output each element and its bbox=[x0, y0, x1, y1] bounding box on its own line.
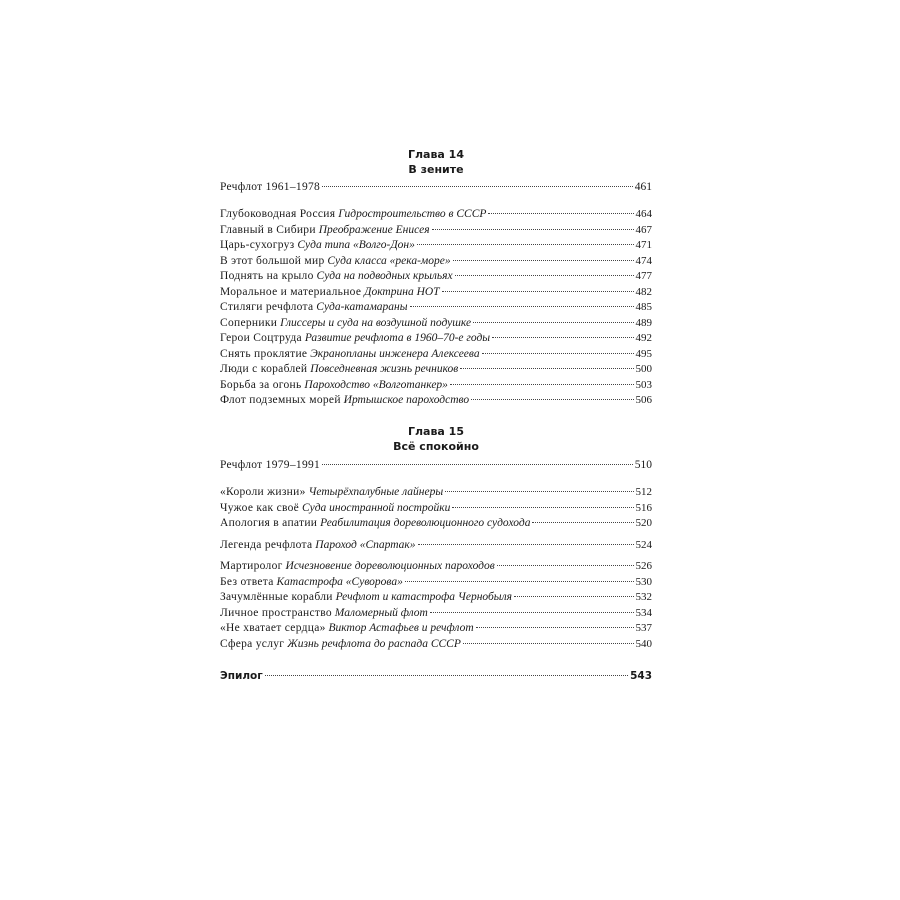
entry-subtitle: Экранопланы инженера Алексеева bbox=[310, 347, 480, 360]
page-number: 485 bbox=[635, 301, 652, 313]
page-number: 524 bbox=[635, 539, 652, 551]
entry-heading: Стиляги речфлота bbox=[220, 301, 314, 313]
toc-entry[interactable] bbox=[220, 575, 652, 590]
entry-title bbox=[220, 590, 512, 605]
dot-leader bbox=[492, 336, 633, 338]
entry-subtitle: Развитие речфлота в 1960–70-е годы bbox=[304, 332, 491, 344]
entry-subtitle: Суда класса «река-море» bbox=[327, 254, 451, 267]
page-number: 530 bbox=[635, 575, 652, 588]
entry-heading: Чужое как своё bbox=[220, 501, 300, 514]
entry-heading: Герои Соцтруда bbox=[220, 332, 302, 344]
entry-heading: Флот подземных морей bbox=[220, 394, 341, 406]
toc-entry[interactable] bbox=[220, 590, 652, 605]
dot-leader bbox=[463, 642, 634, 644]
page-number: 537 bbox=[635, 622, 652, 634]
toc-entry[interactable] bbox=[220, 538, 652, 553]
entry-heading: Зачумлённые корабли bbox=[220, 591, 333, 603]
entry-title bbox=[220, 637, 461, 652]
chapter-heading bbox=[220, 147, 652, 177]
page-number: 506 bbox=[635, 394, 652, 406]
entry-subtitle: Повседневная жизнь речников bbox=[310, 363, 459, 375]
dot-leader bbox=[430, 611, 634, 613]
toc-entry[interactable] bbox=[220, 393, 652, 408]
part-title: Речфлот 1961–1978 bbox=[220, 181, 321, 193]
entry-heading: Соперники bbox=[220, 316, 278, 329]
entry-subtitle: Жизнь речфлота до распада СССР bbox=[287, 637, 461, 650]
toc-entry[interactable] bbox=[220, 207, 652, 222]
entry-subtitle: Исчезновение дореволюционных пароходов bbox=[285, 560, 495, 572]
toc-entry[interactable] bbox=[220, 269, 652, 284]
toc-entry[interactable] bbox=[220, 378, 652, 393]
page-number: 516 bbox=[635, 501, 652, 514]
toc-entry[interactable] bbox=[220, 223, 652, 238]
dot-leader bbox=[445, 490, 633, 492]
entry-title bbox=[220, 362, 458, 377]
dot-leader bbox=[410, 305, 634, 307]
dot-leader bbox=[514, 595, 634, 597]
entry-heading: Легенда речфлота bbox=[220, 539, 313, 551]
dot-leader bbox=[322, 463, 633, 465]
dot-leader bbox=[497, 564, 634, 566]
toc-entry[interactable] bbox=[220, 316, 652, 331]
page-number: 474 bbox=[635, 254, 652, 267]
page-number: 532 bbox=[635, 591, 652, 603]
entry-title bbox=[220, 331, 490, 346]
entry-heading: Личное пространство bbox=[220, 606, 332, 619]
toc-entry[interactable] bbox=[220, 621, 652, 636]
entry-subtitle: Речфлот и катастрофа Чернобыля bbox=[335, 591, 512, 603]
entry-heading: В этот большой мир bbox=[220, 254, 325, 267]
entry-subtitle: Суда типа «Волго-Дон» bbox=[297, 239, 415, 251]
toc-entry[interactable] bbox=[220, 285, 652, 300]
toc-entry[interactable] bbox=[220, 331, 652, 346]
toc-entry[interactable] bbox=[220, 501, 652, 516]
toc-entry[interactable] bbox=[220, 606, 652, 621]
chapter-title: В зените bbox=[408, 163, 464, 176]
page-number: 526 bbox=[635, 560, 652, 572]
entry-subtitle: Реабилитация дореволюционного судохода bbox=[320, 517, 531, 529]
dot-leader bbox=[442, 290, 634, 292]
part-title: Речфлот 1979–1991 bbox=[220, 459, 321, 471]
toc-part-entry[interactable] bbox=[220, 180, 652, 195]
toc-entry[interactable] bbox=[220, 516, 652, 531]
toc-entry[interactable] bbox=[220, 238, 652, 253]
entry-subtitle: Маломерный флот bbox=[334, 606, 428, 619]
chapter-heading bbox=[220, 424, 652, 454]
page-number: 482 bbox=[635, 285, 652, 298]
entry-heading: Борьба за огонь bbox=[220, 378, 302, 391]
entry-title bbox=[220, 223, 430, 238]
dot-leader bbox=[417, 243, 634, 245]
page-number: 464 bbox=[635, 208, 652, 220]
entry-title bbox=[220, 347, 480, 362]
dot-leader bbox=[460, 367, 633, 369]
entry-subtitle: Пароходство «Волготанкер» bbox=[304, 378, 448, 391]
entry-heading: «Не хватает сердца» bbox=[220, 622, 326, 634]
entry-subtitle: Суда на подводных крыльях bbox=[316, 270, 453, 282]
toc-entry[interactable] bbox=[220, 254, 652, 269]
entry-subtitle: Виктор Астафьев и речфлот bbox=[328, 622, 474, 634]
entry-heading: Моральное и материальное bbox=[220, 285, 362, 298]
entry-subtitle: Преображение Енисея bbox=[318, 223, 430, 236]
dot-leader bbox=[473, 321, 633, 323]
entry-title bbox=[220, 559, 495, 574]
entry-title bbox=[220, 378, 448, 393]
entry-heading: Поднять на крыло bbox=[220, 270, 314, 282]
entry-title bbox=[220, 207, 486, 222]
entry-title bbox=[220, 254, 451, 269]
entry-title bbox=[220, 393, 469, 408]
page-number: 495 bbox=[635, 347, 652, 360]
entry-title bbox=[220, 621, 474, 636]
entry-title bbox=[220, 485, 443, 500]
entry-subtitle: Глиссеры и суда на воздушной подушке bbox=[280, 316, 472, 329]
dot-leader bbox=[532, 521, 633, 523]
entry-title bbox=[220, 575, 403, 590]
page-number: 489 bbox=[635, 316, 652, 329]
toc-part-entry[interactable] bbox=[220, 458, 652, 473]
toc-entry[interactable] bbox=[220, 485, 652, 500]
page-number: 512 bbox=[635, 486, 652, 498]
entry-heading: Без ответа bbox=[220, 575, 274, 588]
entry-title bbox=[220, 516, 530, 531]
page-number: 520 bbox=[635, 517, 652, 529]
entry-title bbox=[220, 606, 428, 621]
entry-title bbox=[220, 316, 471, 331]
entry-subtitle: Гидростроительство в СССР bbox=[338, 208, 487, 220]
dot-leader bbox=[265, 674, 628, 676]
page-number: 461 bbox=[634, 181, 652, 193]
dot-leader bbox=[418, 543, 634, 545]
entry-title bbox=[220, 300, 408, 315]
dot-leader bbox=[453, 259, 634, 261]
toc-entry[interactable] bbox=[220, 300, 652, 315]
entry-heading: Главный в Сибири bbox=[220, 223, 316, 236]
entry-heading: Апология в апатии bbox=[220, 517, 318, 529]
dot-leader bbox=[471, 398, 633, 400]
page-number: 503 bbox=[635, 378, 652, 391]
page-number: 534 bbox=[635, 606, 652, 619]
entry-title bbox=[220, 285, 440, 300]
toc-entry[interactable] bbox=[220, 347, 652, 362]
entry-heading: Глубоководная Россия bbox=[220, 208, 336, 220]
page-number: 540 bbox=[635, 637, 652, 650]
dot-leader bbox=[450, 383, 634, 385]
page-number: 492 bbox=[635, 332, 652, 344]
entry-subtitle: Суда-катамараны bbox=[316, 301, 408, 313]
toc-epilogue-entry[interactable] bbox=[220, 669, 652, 684]
entry-subtitle: Четырёхпалубные лайнеры bbox=[308, 486, 444, 498]
entry-heading: Люди с кораблей bbox=[220, 363, 308, 375]
epilogue-title: Эпилог bbox=[220, 670, 263, 682]
toc-entry[interactable] bbox=[220, 637, 652, 652]
dot-leader bbox=[405, 580, 634, 582]
entry-title bbox=[220, 501, 450, 516]
dot-leader bbox=[322, 185, 633, 187]
dot-leader bbox=[476, 626, 634, 628]
entry-heading: Снять проклятие bbox=[220, 347, 308, 360]
dot-leader bbox=[455, 274, 634, 276]
entry-heading: Царь-сухогруз bbox=[220, 239, 295, 251]
entry-subtitle: Доктрина НОТ bbox=[364, 285, 440, 298]
page-number: 543 bbox=[630, 670, 652, 682]
entry-heading: «Короли жизни» bbox=[220, 486, 306, 498]
entry-subtitle: Пароход «Спартак» bbox=[315, 539, 416, 551]
entry-heading: Сфера услуг bbox=[220, 637, 285, 650]
entry-subtitle: Катастрофа «Суворова» bbox=[276, 575, 403, 588]
entry-subtitle: Суда иностранной постройки bbox=[301, 501, 451, 514]
dot-leader bbox=[488, 212, 633, 214]
dot-leader bbox=[432, 228, 634, 230]
page-number: 477 bbox=[635, 270, 652, 282]
page-number: 471 bbox=[635, 239, 652, 251]
toc-entry[interactable] bbox=[220, 362, 652, 377]
entry-title bbox=[220, 238, 415, 253]
entry-subtitle: Иртышское пароходство bbox=[343, 394, 470, 406]
entry-heading: Мартиролог bbox=[220, 560, 283, 572]
toc-entry[interactable] bbox=[220, 559, 652, 574]
page-number: 467 bbox=[635, 223, 652, 236]
entry-title bbox=[220, 269, 453, 284]
page-number: 500 bbox=[635, 363, 652, 375]
dot-leader bbox=[482, 352, 634, 354]
entry-title bbox=[220, 538, 416, 553]
chapter-label: Глава 14 bbox=[407, 148, 464, 161]
dot-leader bbox=[452, 506, 633, 508]
chapter-label: Глава 15 bbox=[407, 425, 464, 438]
page-number: 510 bbox=[634, 459, 652, 471]
chapter-title: Всё спокойно bbox=[393, 440, 479, 453]
